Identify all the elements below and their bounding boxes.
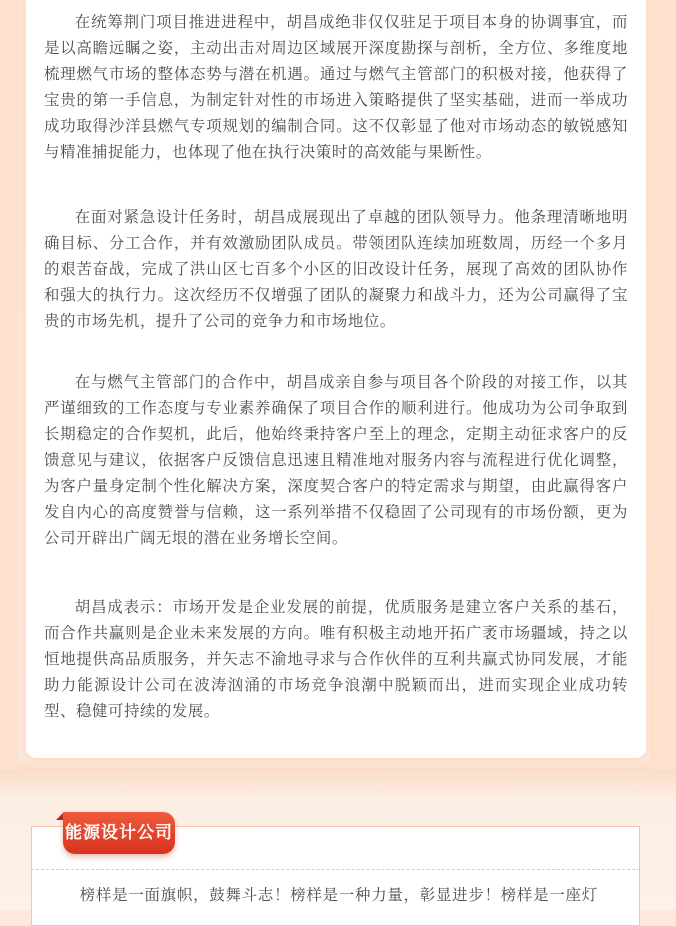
article-paragraph-3: 在与燃气主管部门的合作中，胡昌成亲自参与项目各个阶段的对接工作，以其严谨细致的工作态度与专业素养确保了项目合作的顺利进行。他成功为公司争取到长期稳定的合作契机，此后，他始终秉持客户至上的理念，定期主动征求客户的反馈意见与建议，依据客户反馈信息迅速且精准地对服务内容与流程进行优化调整，为客户量身定制个性化解决方案，深度契合客户的特定需求与期望，由此赢得客户发自内心的高度赞誉与信赖，这一系列举措不仅稳固了公司现有的市场份额，更为公司开辟出广阔无垠的潜在业务增长空间。 (44, 373, 628, 547)
article-card (26, 0, 646, 758)
article-paragraph-1: 在统筹荆门项目推进进程中，胡昌成绝非仅仅驻足于项目本身的协调事宜，而是以高瞻远瞩之姿，主动出击对周边区域展开深度勘探与剖析，全方位、多维度地梳理燃气市场的整体态势与潜在机遇。通过与燃气主管部门的积极对接，他获得了宝贵的第一手信息，为制定针对性的市场进入策略提供了坚实基础，进而一举成功成功取得沙洋县燃气专项规划的编制合同。这不仅彰显了他对市场动态的敏锐感知与精准捕捉能力，也体现了他在执行决策时的高效能与果断性。 (44, 13, 628, 161)
article-paragraph-2: 在面对紧急设计任务时，胡昌成展现出了卓越的团队领导力。他条理清晰地明确目标、分工合作，并有效激励团队成员。带领团队连续加班数周，历经一个多月的艰苦奋战，完成了洪山区七百多个小区的旧改设计任务，展现了高效的团队协作和强大的执行力。这次经历不仅增强了团队的凝聚力和战斗力，还为公司赢得了宝贵的市场先机，提升了公司的竞争力和市场地位。 (44, 208, 628, 330)
left-background-strip (0, 0, 18, 770)
article-paragraph-4: 胡昌成表示：市场开发是企业发展的前提，优质服务是建立客户关系的基石，而合作共赢则是企业未来发展的方向。唯有积极主动地开拓广袤市场疆域，持之以恒地提供高品质服务，并矢志不渝地寻求与合作伙伴的互利共赢式协同发展，才能助力能源设计公司在波涛汹涌的市场竞争浪潮中脱颖而出，进而实现企业成功转型、稳健可持续的发展。 (44, 598, 628, 720)
right-background-strip (650, 0, 676, 770)
company-section-tag: 能源设计公司 (63, 812, 175, 854)
company-section-divider (31, 869, 640, 870)
company-intro-text: 榜样是一面旗帜，鼓舞斗志！榜样是一种力量，彰显进步！榜样是一座灯 (79, 886, 598, 904)
